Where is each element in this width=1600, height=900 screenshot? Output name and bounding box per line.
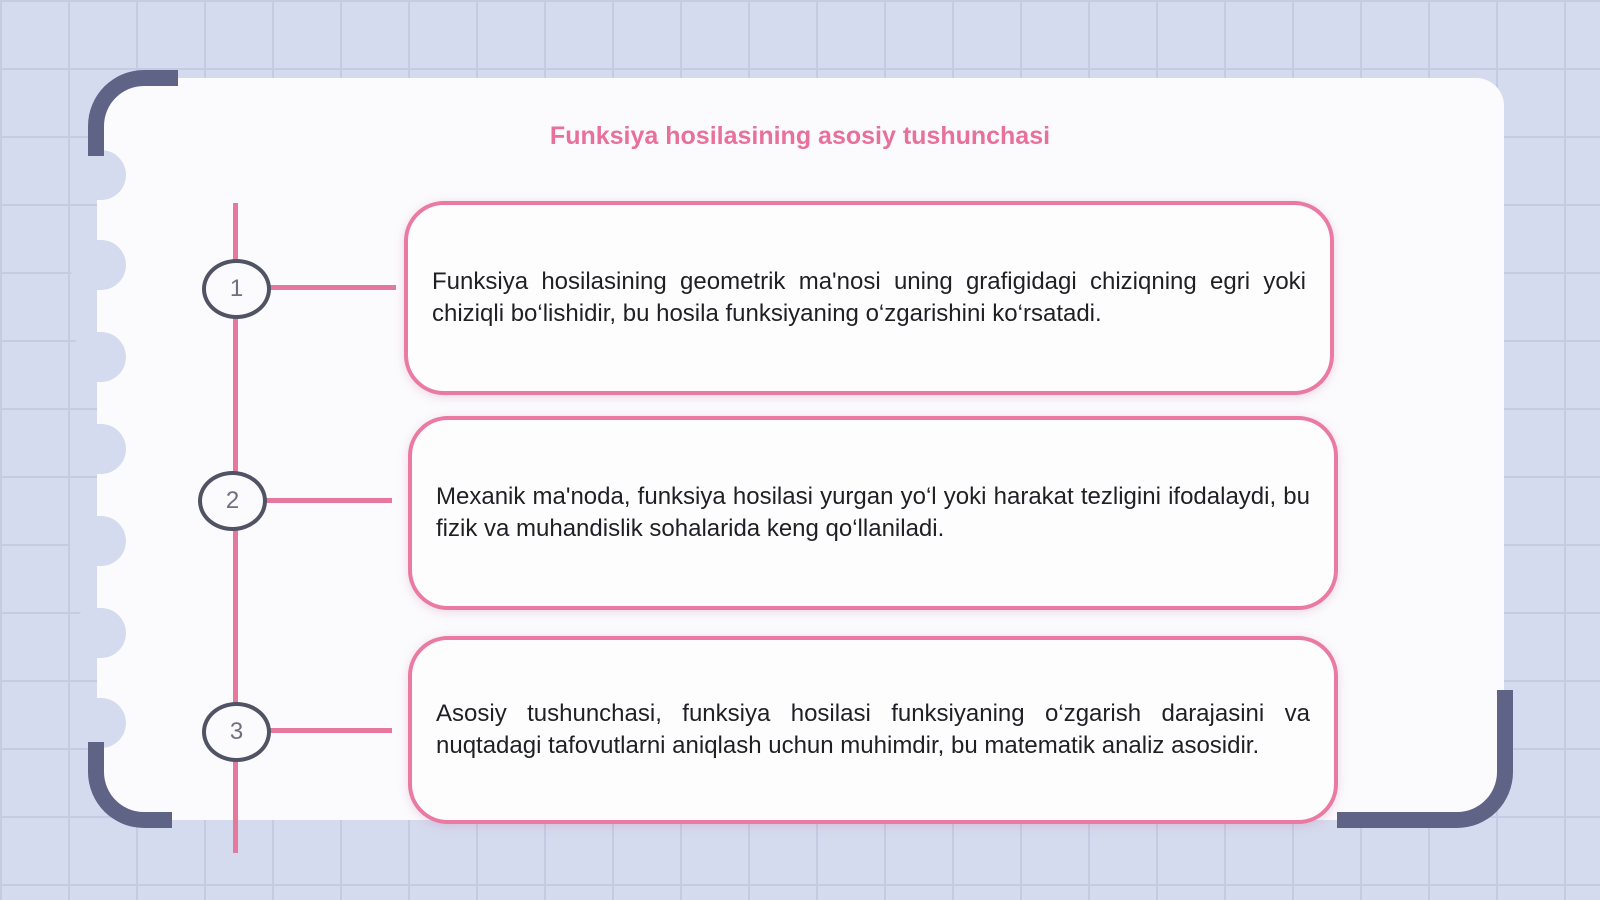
page-notch <box>70 332 126 382</box>
content-card-2 <box>408 416 1338 610</box>
corner-bracket-bottom-left <box>88 742 172 828</box>
page-notch <box>70 240 126 290</box>
card-text-3: Asosiy tushunchasi, funksiya hosilasi funksiyaning o‘zgarish darajasini va nuqtadagi tafovutlarni aniqlash uchun muhimdir, bu matematik analiz asosidir. <box>436 700 1310 759</box>
content-card-1 <box>404 201 1334 395</box>
card-text-1: Funksiya hosilasining geometrik ma'nosi uning grafigidagi chiziqning egri yoki chiziqli bo‘lishidir, bu hosila funksiyaning o‘zgarishini ko‘rsatadi. <box>432 268 1306 327</box>
page-notch <box>70 516 126 566</box>
step-number-2: 2 <box>198 471 267 531</box>
content-card-3 <box>408 636 1338 824</box>
slide-title: Funksiya hosilasining asosiy tushunchasi <box>549 122 1051 150</box>
page-notch <box>70 608 126 658</box>
connector-line <box>268 285 396 290</box>
step-number-3: 3 <box>202 702 271 762</box>
page-notch <box>70 424 126 474</box>
corner-bracket-bottom-right <box>1337 690 1513 828</box>
page-notch <box>70 698 126 748</box>
card-text-2: Mexanik ma'noda, funksiya hosilasi yurgan yo‘l yoki harakat tezligini ifodalaydi, bu fizik va muhandislik sohalarida keng qo‘llaniladi. <box>436 483 1310 542</box>
step-number-1: 1 <box>202 259 271 319</box>
corner-bracket-top-left <box>88 70 178 156</box>
connector-line <box>264 498 392 503</box>
page-notch <box>70 150 126 200</box>
connector-line <box>268 728 392 733</box>
